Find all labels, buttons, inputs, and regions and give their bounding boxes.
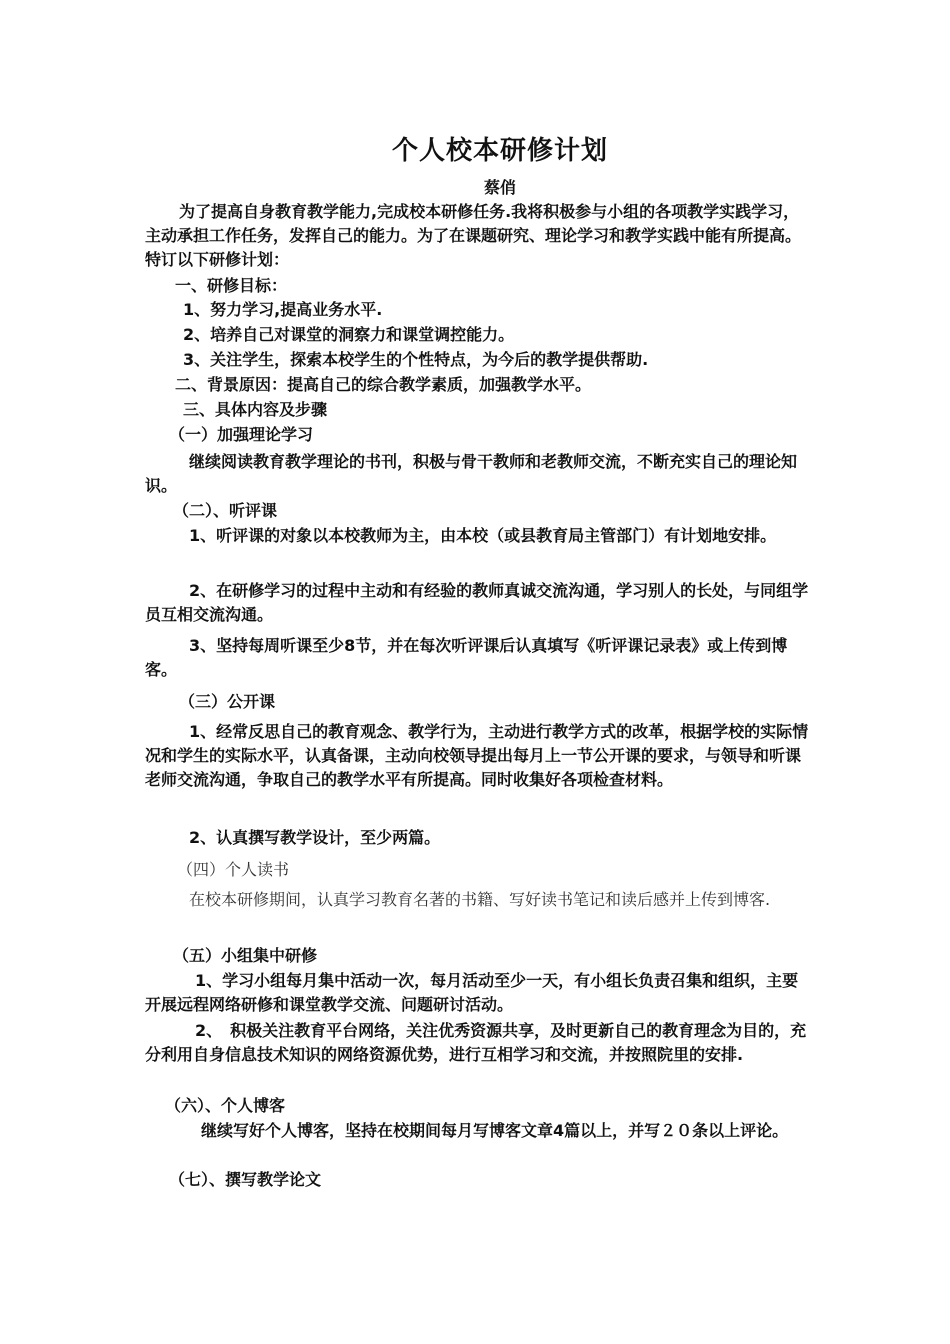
subsection-heading-open-class: （三）公开课 xyxy=(179,692,276,711)
item-number: 2 xyxy=(189,581,201,600)
item-text: 、 积极关注教育平台网络，关注优秀资源共享，及时更新自己的教育理念为目的，充分利用自身信息技术知识的网络资源优势，进行互相学习和交流，并按照院里的安排. xyxy=(145,1021,807,1064)
item-number: 3 xyxy=(189,636,201,655)
item-number: 1 xyxy=(195,971,207,990)
item-text: 、听评课的对象以本校教师为主，由本校（或县教育局主管部门）有计划地安排。 xyxy=(200,526,777,545)
item-text: 、培养自己对课堂的洞察力和课堂调控能力。 xyxy=(194,325,515,344)
subsection-heading-paper: （七）、撰写教学论文 xyxy=(169,1170,322,1189)
open-class-item xyxy=(145,720,809,792)
item-number: 2 xyxy=(183,325,195,344)
goal-item xyxy=(145,348,847,372)
item-number: 1 xyxy=(189,722,201,741)
group-study-item xyxy=(145,969,809,1017)
blog-paragraph xyxy=(145,1119,809,1143)
item-text: 、关注学生，探索本校学生的个性特点，为今后的教学提供帮助. xyxy=(194,350,649,369)
document-title: 个人校本研修计划 xyxy=(391,136,608,166)
item-text: 、认真撰写教学设计，至少两篇。 xyxy=(200,828,441,847)
item-text: 、经常反思自己的教育观念、教学行为，主动进行教学方式的改革，根据学校的实际情况和学生的实际水平，认真备课，主动向校领导提出每月上一节公开课的要求，与领导和听课老师交流沟通，争取自己的教学水平有所提高。同时收集好各项检查材料。 xyxy=(145,722,809,789)
item-text: 继续写好个人博客，坚持在校期间每月写博客文章 xyxy=(201,1121,554,1140)
subsection-heading-blog: （六）、个人博客 xyxy=(165,1096,286,1115)
section-background: 二、背景原因：提高自己的综合教学素质，加强教学水平。 xyxy=(175,375,592,394)
item-number: 3 xyxy=(183,350,195,369)
item-number: 2 xyxy=(195,1021,207,1040)
section-heading-goals: 一、研修目标： xyxy=(175,276,288,295)
open-class-item xyxy=(145,826,809,850)
goal-item xyxy=(145,323,847,347)
item-text: 篇以上，并写２０条以上评论。 xyxy=(564,1121,789,1140)
item-number: 1 xyxy=(183,300,195,319)
intro-paragraph: 为了提高自身教育教学能力,完成校本研修任务.我将积极参与小组的各项教学实践学习，主动承担工作任务，发挥自己的能力。为了在课题研究、理论学习和教学实践中能有所提高。特订以下研修计划： xyxy=(145,202,802,269)
goal-item xyxy=(145,298,847,322)
item-number: 1 xyxy=(189,526,201,545)
item-number: 2 xyxy=(189,828,201,847)
lesson-review-item xyxy=(145,524,809,548)
lesson-count: 8 xyxy=(344,636,356,655)
author-name: 蔡俏 xyxy=(483,178,516,197)
reading-paragraph: 在校本研修期间，认真学习教育名著的书籍、写好读书笔记和读后感并上传到博客. xyxy=(189,890,771,909)
item-text: 、坚持每周听课至少 xyxy=(200,636,345,655)
article-count: 4 xyxy=(553,1121,565,1140)
lesson-review-item xyxy=(145,579,809,627)
lesson-review-item xyxy=(145,634,809,682)
section-heading-content: 三、具体内容及步骤 xyxy=(183,400,328,419)
subsection-heading-group-study: （五）小组集中研修 xyxy=(173,946,318,965)
group-study-item xyxy=(145,1019,809,1067)
subsection-heading-theory: （一）加强理论学习 xyxy=(169,425,314,444)
item-text: 、努力学习,提高业务水平. xyxy=(194,300,383,319)
item-text: 、在研修学习的过程中主动和有经验的教师真诚交流沟通，学习别人的长处，与同组学员互相交流沟通。 xyxy=(145,581,809,624)
item-text: 、学习小组每月集中活动一次，每月活动至少一天，有小组长负责召集和组织，主要开展远程网络研修和课堂教学交流、问题研讨活动。 xyxy=(145,971,799,1014)
subsection-heading-reading: （四）个人读书 xyxy=(177,860,290,879)
theory-paragraph: 继续阅读教育教学理论的书刊，积极与骨干教师和老教师交流，不断充实自己的理论知识。 xyxy=(145,452,798,495)
subsection-heading-lesson-review: （二）、听评课 xyxy=(173,501,278,520)
item-text: 节，并在每次听评课后认真填写《听评课记录表》或上传到博客。 xyxy=(145,636,788,679)
